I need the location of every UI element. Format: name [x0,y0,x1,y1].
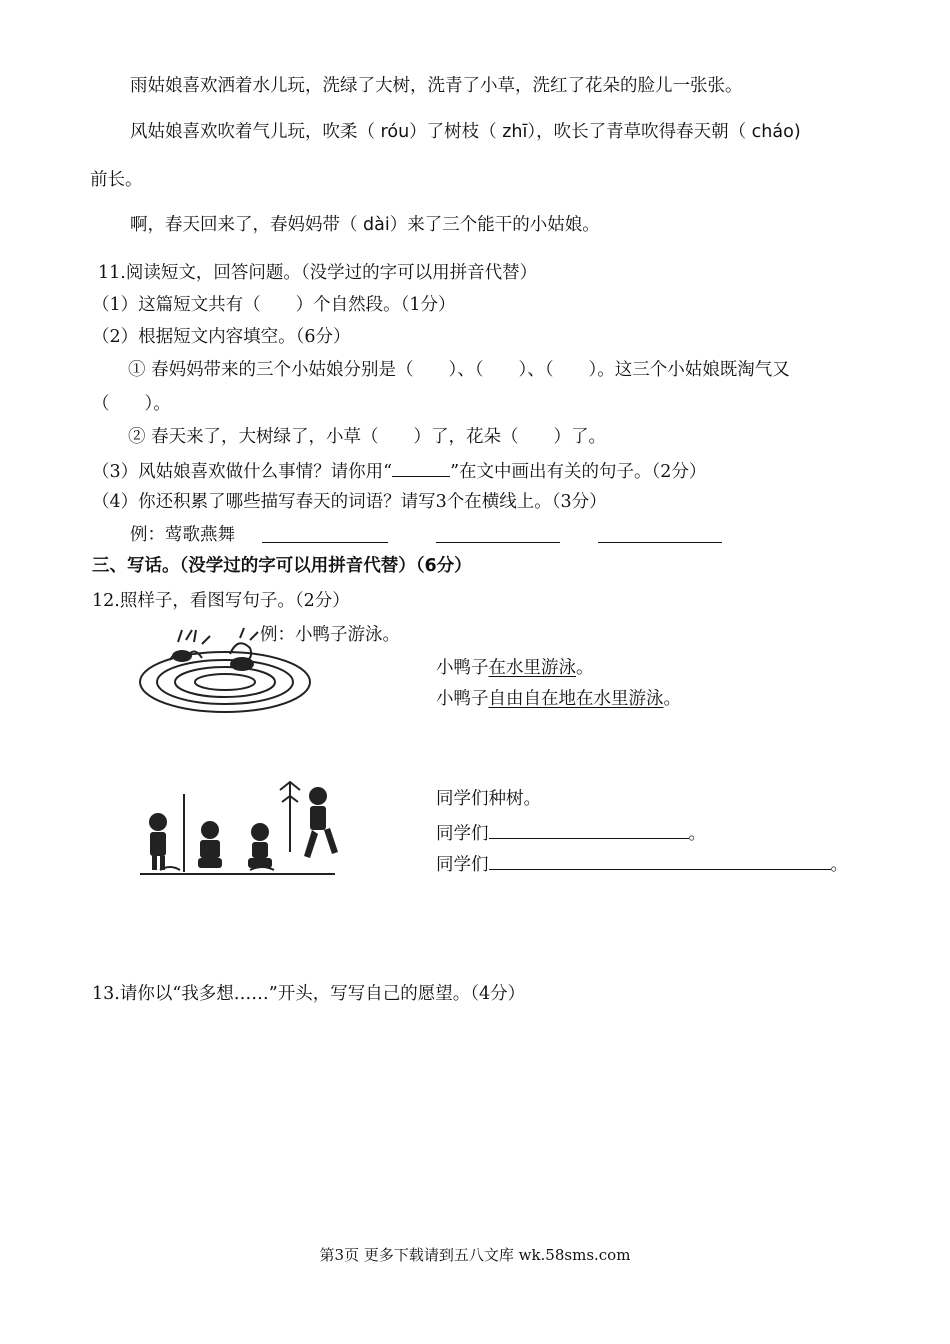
q12-duck-s2-end: 。 [576,658,594,678]
q11-sub2: （2）根据短文内容填空。（6分） [92,327,351,347]
page-footer: 第3页 更多下载请到五八文库 wk.58sms.com [319,1246,631,1264]
q11-answer-line-2[interactable] [436,524,560,543]
q12-duck-s2-subject: 小鸭子 [436,658,489,678]
q12-duck-sentence-2 [436,657,594,679]
q12-tree-s2-subject: 同学们 [436,824,489,844]
q11-sub3-suffix: ”在文中画出有关的句子。（2分） [450,462,707,482]
q12-duck-s3-underlined: 自由自在地在水里游泳 [488,689,664,709]
q12-title: 12.照样子，看图写句子。（2分） [92,591,350,611]
q13-title: 13.请你以“我多想……”开头，写写自己的愿望。（4分） [92,984,526,1004]
q12-duck-s2-underlined: 在水里游泳 [488,658,576,678]
q12-tree-sentence-1: 同学们种树。 [436,789,541,809]
q11-sub2b: ② 春天来了，大树绿了，小草（ ）了，花朵（ ）了。 [128,427,607,447]
q12-tree-s3-blank[interactable] [489,851,831,870]
q12-duck-s3-end: 。 [663,689,681,709]
q12-tree-s3-subject: 同学们 [436,855,489,875]
q11-answer-line-3[interactable] [598,524,722,543]
q11-sub3-underline-mark [392,458,450,477]
q12-tree-sentence-2 [436,820,706,845]
q12-duck-s3-subject: 小鸭子 [436,689,489,709]
q12-example-label: 例：小鸭子游泳。 [260,625,400,645]
q11-title: 11.阅读短文，回答问题。（没学过的字可以用拼音代替） [98,263,538,283]
planting-trees-illustration [130,772,345,902]
q11-sub4: （4）你还积累了哪些描写春天的词语？请写3个在横线上。（3分） [92,492,607,512]
q12-tree-sentence-3 [436,851,848,876]
q11-answer-line-1[interactable] [262,524,388,543]
q11-sub2a-line-1: ① 春妈妈带来的三个小姑娘分别是（ ）、（ ）、（ ）。这三个小姑娘既淘气又 [128,360,790,380]
passage-paragraph-2-line-1: 风姑娘喜欢吹着气儿玩，吹柔（ róu）了树枝（ zhī），吹长了青草吹得春天朝（ cháo) [130,122,801,142]
q11-sub1: （1）这篇短文共有（ ）个自然段。（1分） [92,295,456,315]
passage-paragraph-1: 雨姑娘喜欢洒着水儿玩，洗绿了大树，洗青了小草，洗红了花朵的脸儿一张张。 [130,76,743,96]
passage-paragraph-3: 啊，春天回来了，春妈妈带（ dài）来了三个能干的小姑娘。 [130,215,600,235]
q11-sub3-prefix: （3）风姑娘喜欢做什么事情？请你用“ [92,462,393,482]
passage-paragraph-2-line-2: 前长。 [90,170,143,190]
section-3-title: 三、写话。（没学过的字可以用拼音代替）（6分） [92,556,472,576]
q12-tree-s2-blank[interactable] [489,820,689,839]
q12-tree-s2-end: 。 [688,824,706,844]
q11-example: 例：莺歌燕舞 [130,525,235,545]
q11-sub3 [92,458,706,483]
q12-duck-sentence-3 [436,688,681,710]
q11-sub2a-line-2: （ ）。 [92,394,171,414]
q12-tree-s3-end: 。 [830,855,848,875]
